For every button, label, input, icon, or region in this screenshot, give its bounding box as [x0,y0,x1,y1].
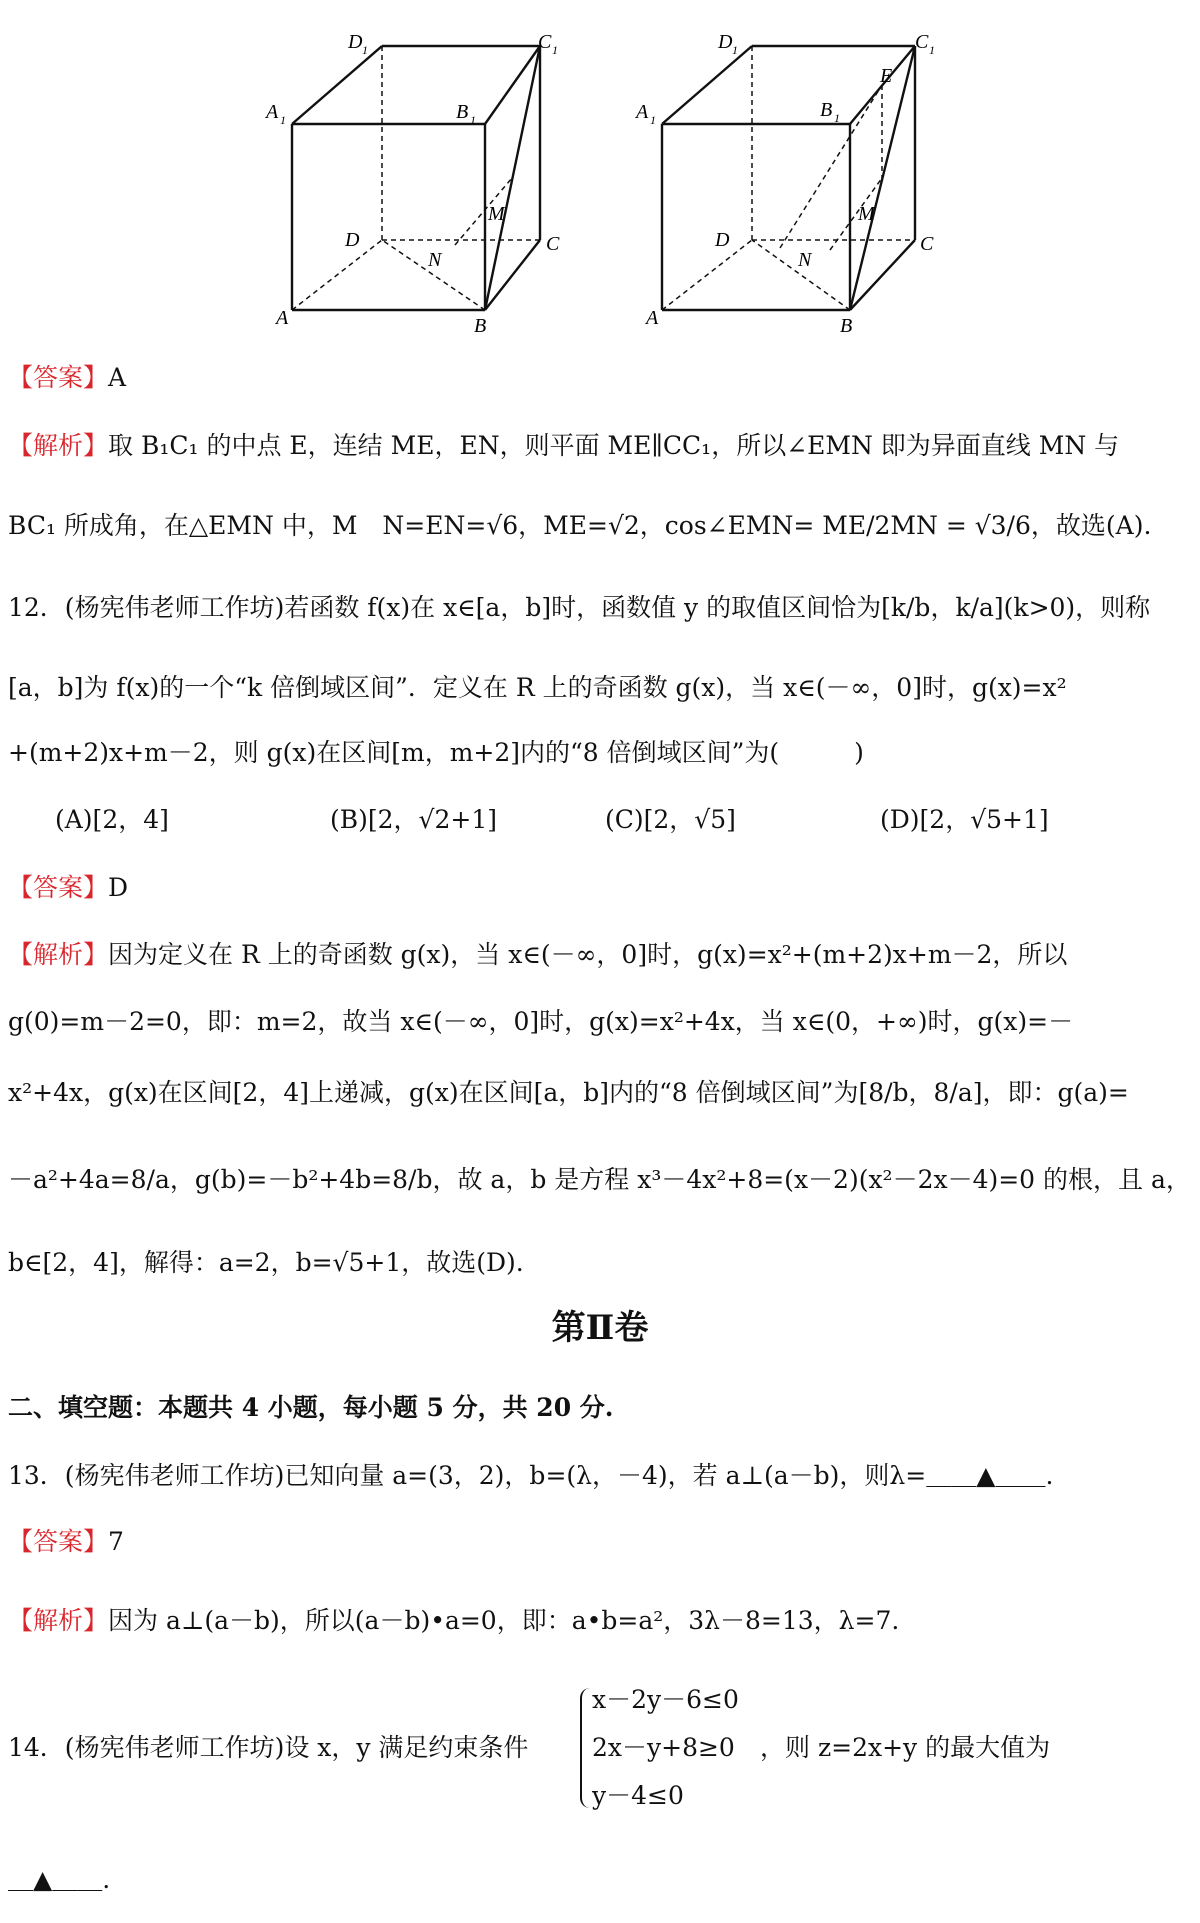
cube-figure-right [630,20,950,340]
q12-analysis-5: b∈[2，4]，解得：a=2，b=√5+1，故选(D). [8,1248,524,1277]
q12-option-d: (D)[2，√5+1] [880,805,1049,834]
q12-stem-3: +(m+2)x+m－2，则 g(x)在区间[m，m+2]内的“8 倍倒域区间”为( ) [8,738,864,767]
svg-text:1: 1 [732,43,738,57]
q14-stem-left: 14．(杨宪伟老师工作坊)设 x，y 满足约束条件 [8,1733,529,1762]
label-C: C [546,233,560,255]
svg-text:M: M [858,203,875,225]
svg-text:B: B [840,315,853,337]
q14-constraint-2: 2x－y+8≥0 [592,1733,735,1762]
label-N: N [428,249,442,271]
section-heading: 二、填空题：本题共 4 小题，每小题 5 分，共 20 分. [8,1393,614,1422]
q11-analysis-2: BC₁ 所成角，在△EMN 中，M N=EN=√6，ME=√2，cos∠EMN= ME/2MN = √3/6，故选(A). [8,511,1152,540]
q11-answer: 【答案】A [8,363,127,392]
q13-stem: 13．(杨宪伟老师工作坊)已知向量 a=(3，2)，b=(λ，－4)，若 a⊥(a－b)，则λ=＿＿▲＿＿. [8,1461,1054,1490]
q12-analysis-1: 【解析】因为定义在 R 上的奇函数 g(x)，当 x∈(－∞，0]时，g(x)=x²+(m+2)x+m－2，所以 [8,940,1068,969]
q12-answer: 【答案】D [8,873,129,902]
label-D: D [345,229,360,251]
q12-stem-1: 12．(杨宪伟老师工作坊)若函数 f(x)在 x∈[a，b]时，函数值 y 的取值区间恰为[k/b，k/a](k>0)，则称 [8,593,1151,622]
svg-text:B: B [820,99,833,121]
q11-analysis-1: 【解析】取 B₁C₁ 的中点 E，连结 ME，EN，则平面 ME∥CC₁，所以∠EMN 即为异面直线 MN 与 [8,431,1120,460]
q12-analysis-2: g(0)=m－2=0，即：m=2，故当 x∈(－∞，0]时，g(x)=x²+4x，当 x∈(0，+∞)时，g(x)=－ [8,1007,1074,1036]
svg-text:1: 1 [362,43,368,57]
q14-constraint-3: y－4≤0 [592,1781,684,1810]
q13-analysis: 【解析】因为 a⊥(a－b)，所以(a－b)•a=0，即：a•b=a²，3λ－8=13，λ=7. [8,1606,900,1635]
label-B1: B [456,101,469,123]
q12-option-b: (B)[2，√2+1] [330,805,497,834]
q12-option-a: (A)[2，4] [55,805,169,834]
svg-text:A: A [646,307,659,329]
svg-text:D: D [715,229,730,251]
q12-option-c: (C)[2，√5] [605,805,736,834]
svg-text:1: 1 [470,113,476,127]
label-C1: C [538,31,552,53]
svg-text:1: 1 [929,43,935,57]
svg-text:A: A [636,101,649,123]
label-B: B [474,315,487,337]
svg-text:D: D [718,31,733,53]
section-title: 第Ⅱ卷 [551,1308,649,1348]
svg-text:1: 1 [834,111,840,125]
q14-stem-right: ，则 z=2x+y 的最大值为 [760,1733,1051,1762]
q12-analysis-3: x²+4x，g(x)在区间[2，4]上递减，g(x)在区间[a，b]内的“8 倍倒域区间”为[8/b，8/a]，即：g(a)= [8,1078,1129,1107]
q12-analysis-4: －a²+4a=8/a，g(b)=－b²+4b=8/b，故 a，b 是方程 x³－4x²+8=(x－2)(x²－2x－4)=0 的根，且 a， [8,1165,1191,1194]
q12-stem-2: [a，b]为 f(x)的一个“k 倍倒域区间”．定义在 R 上的奇函数 g(x)，当 x∈(－∞，0]时，g(x)=x² [8,673,1067,702]
cube-figure-left [260,20,580,340]
label-M: M [488,203,505,225]
svg-text:C: C [920,233,934,255]
q14-constraint-1: x－2y－6≤0 [592,1685,739,1714]
svg-text:1: 1 [280,113,286,127]
label-A: A [276,307,289,329]
label-D1: D [348,31,363,53]
svg-text:1: 1 [650,113,656,127]
label-A1: A [266,101,279,123]
q14-blank: ＿▲＿＿. [8,1865,111,1894]
svg-text:1: 1 [552,43,558,57]
svg-text:C: C [915,31,929,53]
svg-text:E: E [880,65,893,87]
svg-text:N: N [798,249,812,271]
q13-answer: 【答案】7 [8,1527,124,1556]
